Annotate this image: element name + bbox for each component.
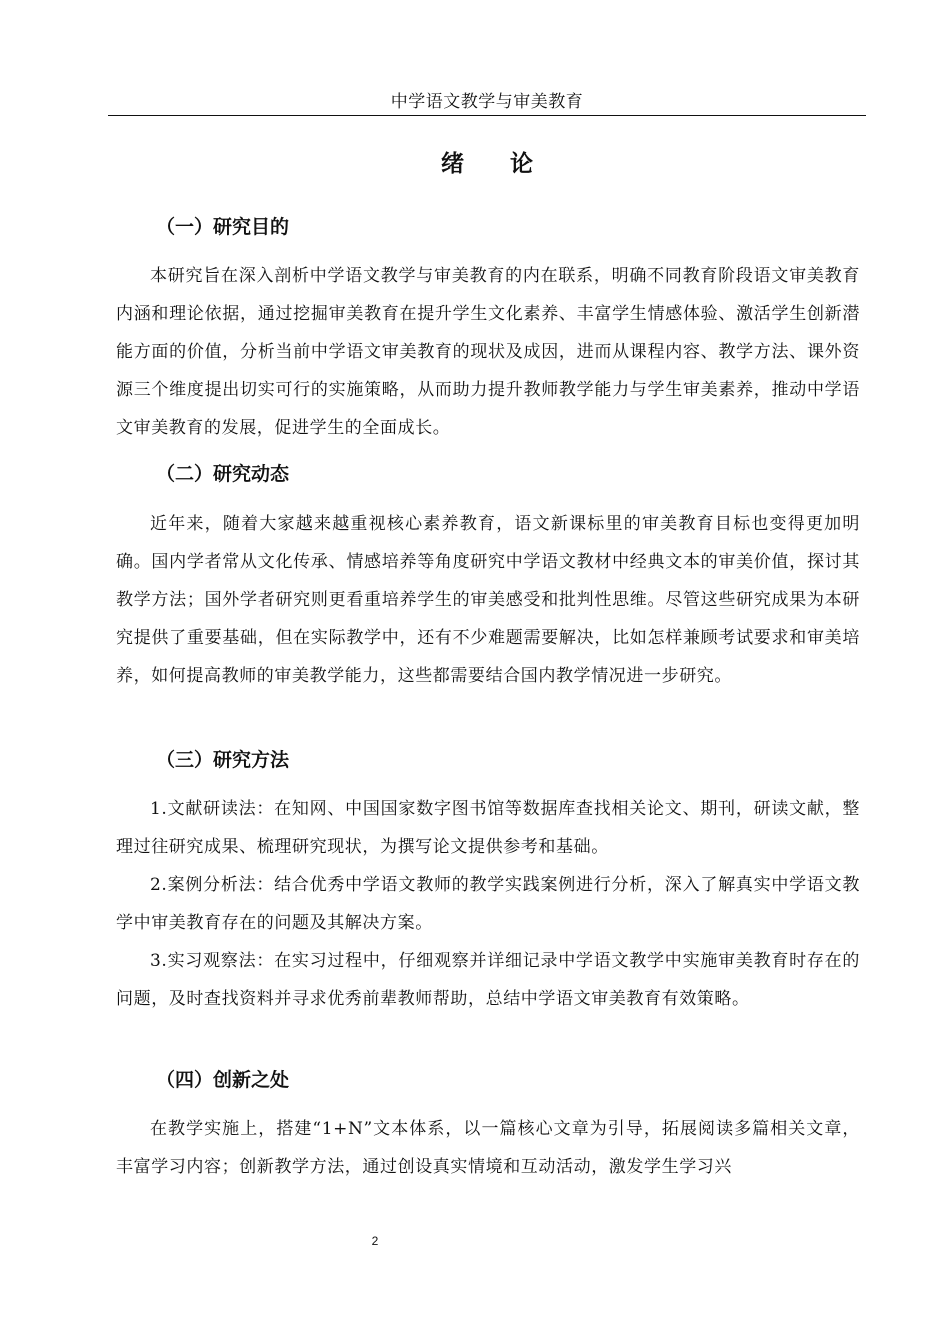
header-rule <box>108 115 866 116</box>
section-heading-innovation: （四）创新之处 <box>156 1069 290 1091</box>
paragraph-method-case: 2.案例分析法：结合优秀中学语文教师的教学实践案例进行分析，深入了解真实中学语文教学中审美教育存在的问题及其解决方案。 <box>116 875 860 933</box>
chapter-title <box>108 148 866 180</box>
paragraph-method-literature: 1.文献研读法：在知网、中国国家数字图书馆等数据库查找相关论文、期刊，研读文献，整理过往研究成果、梳理研究现状，为撰写论文提供参考和基础。 <box>116 799 860 857</box>
paragraph-innovation: 在教学实施上，搭建“1+N”文本体系，以一篇核心文章为引导，拓展阅读多篇相关文章，丰富学习内容；创新教学方法，通过创设真实情境和互动活动，激发学生学习兴 <box>116 1119 860 1177</box>
chapter-title-left: 绪 <box>441 151 464 177</box>
section-heading-methods: （三）研究方法 <box>156 749 290 771</box>
page-number: 2 <box>371 1234 379 1248</box>
chapter-title-right: 论 <box>510 151 533 177</box>
section-heading-trends: （二）研究动态 <box>156 463 290 485</box>
running-header: 中学语文教学与审美教育 <box>390 92 584 112</box>
section-heading-purpose: （一）研究目的 <box>156 216 290 238</box>
paragraph-purpose: 本研究旨在深入剖析中学语文教学与审美教育的内在联系，明确不同教育阶段语文审美教育内涵和理论依据，通过挖掘审美教育在提升学生文化素养、丰富学生情感体验、激活学生创新潜能方面的价值，分析当前中学语文审美教育的现状及成因，进而从课程内容、教学方法、课外资源三个维度提出切实可行的实施策略，从而助力提升教师教学能力与学生审美素养，推动中学语文审美教育的发展，促进学生的全面成长。 <box>116 266 860 438</box>
paragraph-method-observation: 3.实习观察法：在实习过程中，仔细观察并详细记录中学语文教学中实施审美教育时存在的问题，及时查找资料并寻求优秀前辈教师帮助，总结中学语文审美教育有效策略。 <box>116 951 860 1009</box>
paragraph-trends: 近年来，随着大家越来越重视核心素养教育，语文新课标里的审美教育目标也变得更加明确。国内学者常从文化传承、情感培养等角度研究中学语文教材中经典文本的审美价值，探讨其教学方法；国外学者研究则更看重培养学生的审美感受和批判性思维。尽管这些研究成果为本研究提供了重要基础，但在实际教学中，还有不少难题需要解决，比如怎样兼顾考试要求和审美培养，如何提高教师的审美教学能力，这些都需要结合国内教学情况进一步研究。 <box>116 514 860 686</box>
